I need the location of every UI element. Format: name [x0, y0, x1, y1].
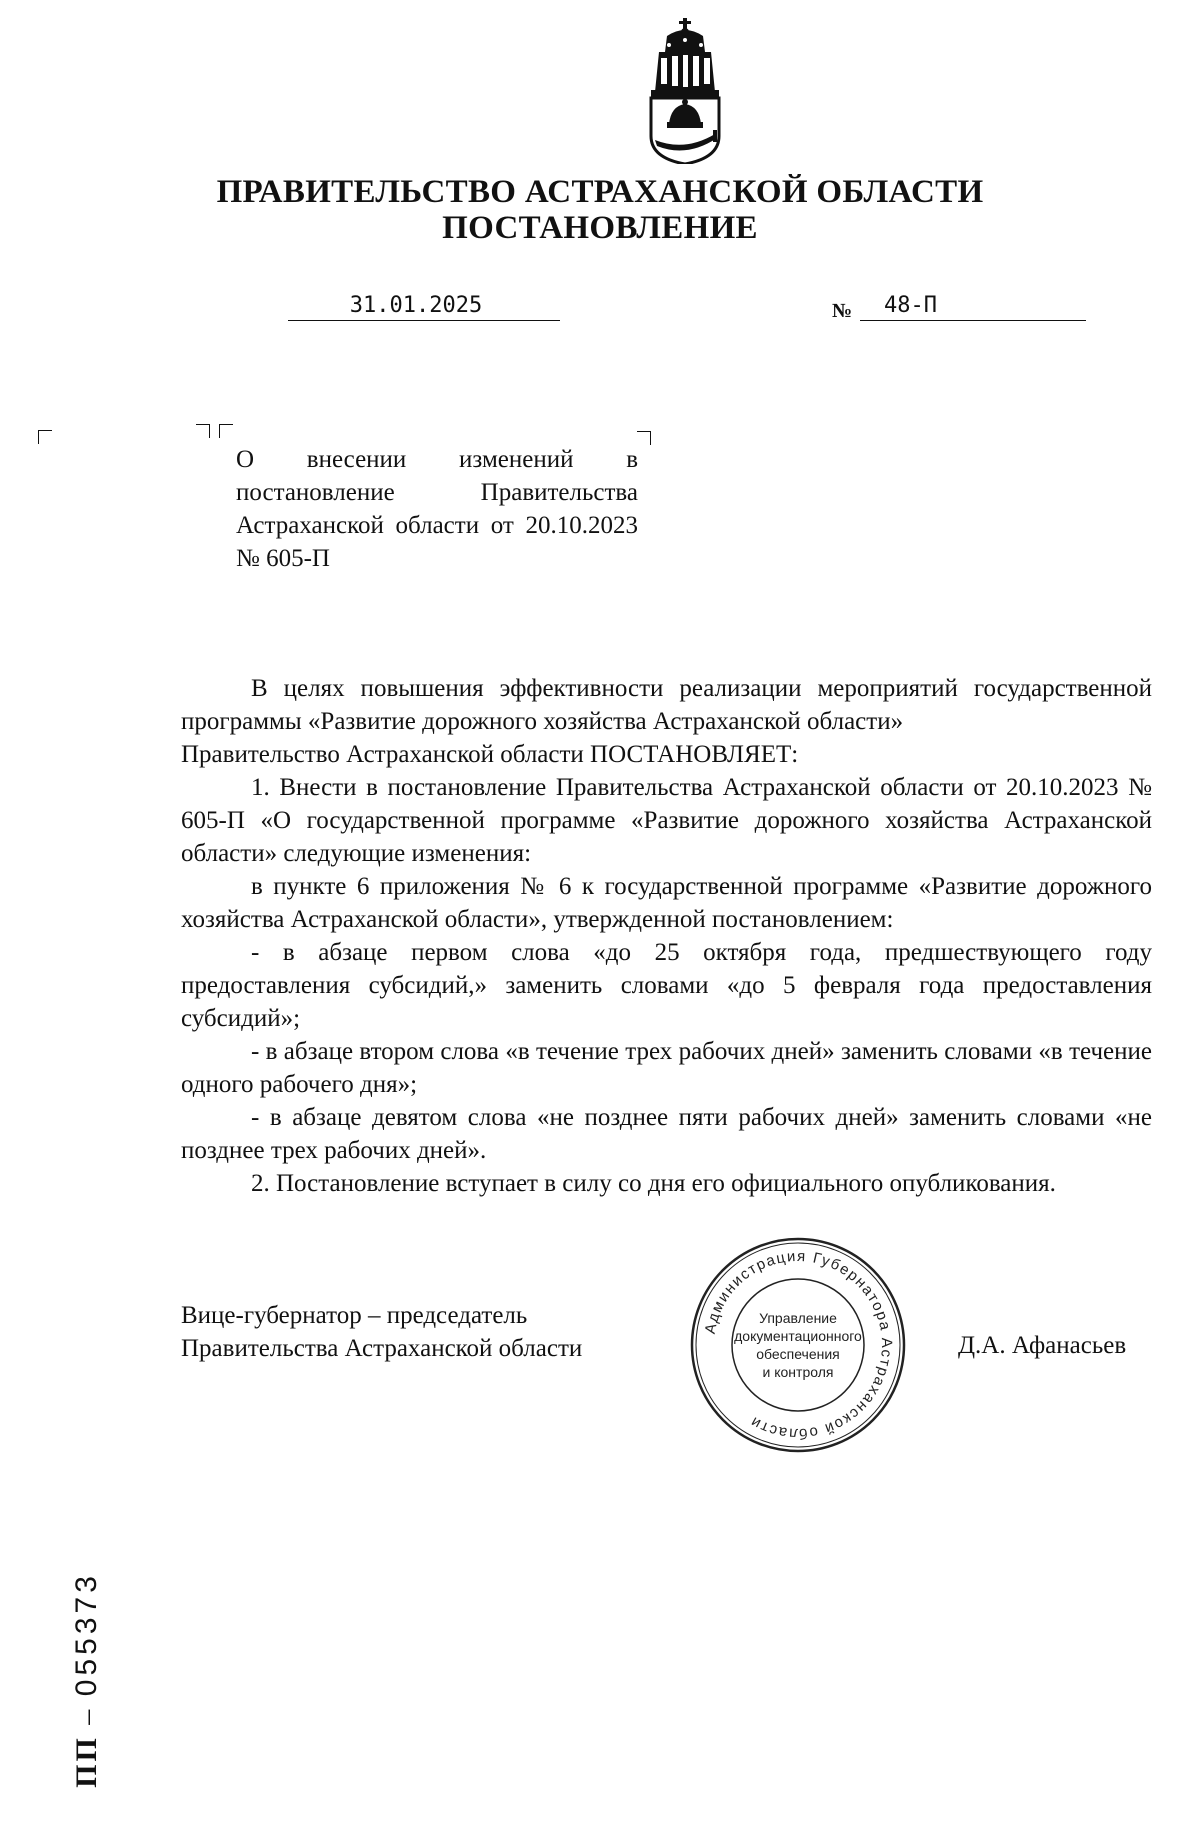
corner-mark — [219, 424, 233, 438]
org-title: ПРАВИТЕЛЬСТВО АСТРАХАНСКОЙ ОБЛАСТИ — [216, 174, 984, 210]
corner-mark — [637, 431, 651, 445]
number-field — [860, 289, 1086, 321]
body-paragraph: - в абзаце первом слова «до 25 октября года, предшествующего году предоставления субсидий,» заменить словами «до 5 февраля года предоставления субсидий»; — [181, 939, 1152, 1032]
seal-center-line: Управление — [759, 1310, 837, 1326]
document-body — [181, 672, 1152, 1200]
body-paragraph: - в абзаце девятом слова «не позднее пяти рабочих дней» заменить словами «не позднее трех рабочих дней». — [181, 1104, 1152, 1164]
form-serial-dash: – — [70, 1706, 103, 1725]
signer-position-line: Правительства Астраханской области — [181, 1335, 583, 1362]
corner-mark — [38, 430, 52, 444]
form-serial-text — [70, 1520, 104, 1840]
number-value: 48-П — [884, 293, 937, 318]
official-seal — [688, 1235, 908, 1455]
body-paragraph: Правительство Астраханской области ПОСТАНОВЛЯЕТ: — [181, 741, 799, 768]
body-paragraph: 1. Внести в постановление Правительства Астраханской области от 20.10.2023 № 605-П «О государственной программе «Развитие дорожного хозяйства Астраханской области» следующие изменения: — [181, 774, 1152, 867]
form-serial-number: 055373 — [70, 1572, 103, 1697]
subject-text: О внесении изменений в постановление Правительства Астраханской области от 20.10.2023 № 605-П — [236, 446, 638, 572]
body-paragraph: В целях повышения эффективности реализации мероприятий государственной программы «Развитие дорожного хозяйства Астраханской области» — [181, 675, 1152, 735]
form-serial-series: ПП — [70, 1735, 103, 1788]
signer-name: Д.А. Афанасьев — [958, 1332, 1127, 1359]
seal-center-line: документационного — [734, 1328, 862, 1344]
seal-center-line: и контроля — [762, 1364, 834, 1380]
date-value: 31.01.2025 — [349, 293, 483, 318]
signer-position-line: Вице-губернатор – председатель — [181, 1302, 528, 1329]
date-field — [288, 289, 560, 321]
body-paragraph: 2. Постановление вступает в силу со дня его официального опубликования. — [251, 1170, 1056, 1197]
form-serial — [38, 1545, 138, 1815]
signer-position — [181, 1299, 582, 1365]
seal-center-line: обеспечения — [756, 1346, 840, 1362]
corner-mark — [196, 424, 210, 438]
coat-of-arms-icon — [637, 18, 733, 164]
document-type: ПОСТАНОВЛЕНИЕ — [442, 210, 758, 246]
subject-block — [236, 443, 638, 575]
number-label: № — [832, 300, 853, 322]
body-paragraph: - в абзаце втором слова «в течение трех рабочих дней» заменить словами «в течение одного рабочего дня»; — [181, 1038, 1152, 1098]
body-paragraph: в пункте 6 приложения № 6 к государственной программе «Развитие дорожного хозяйства Астраханской области», утвержденной постановлением: — [181, 873, 1152, 933]
seal-ring-text: Администрация Губернатора Астраханской области — [701, 1247, 896, 1443]
